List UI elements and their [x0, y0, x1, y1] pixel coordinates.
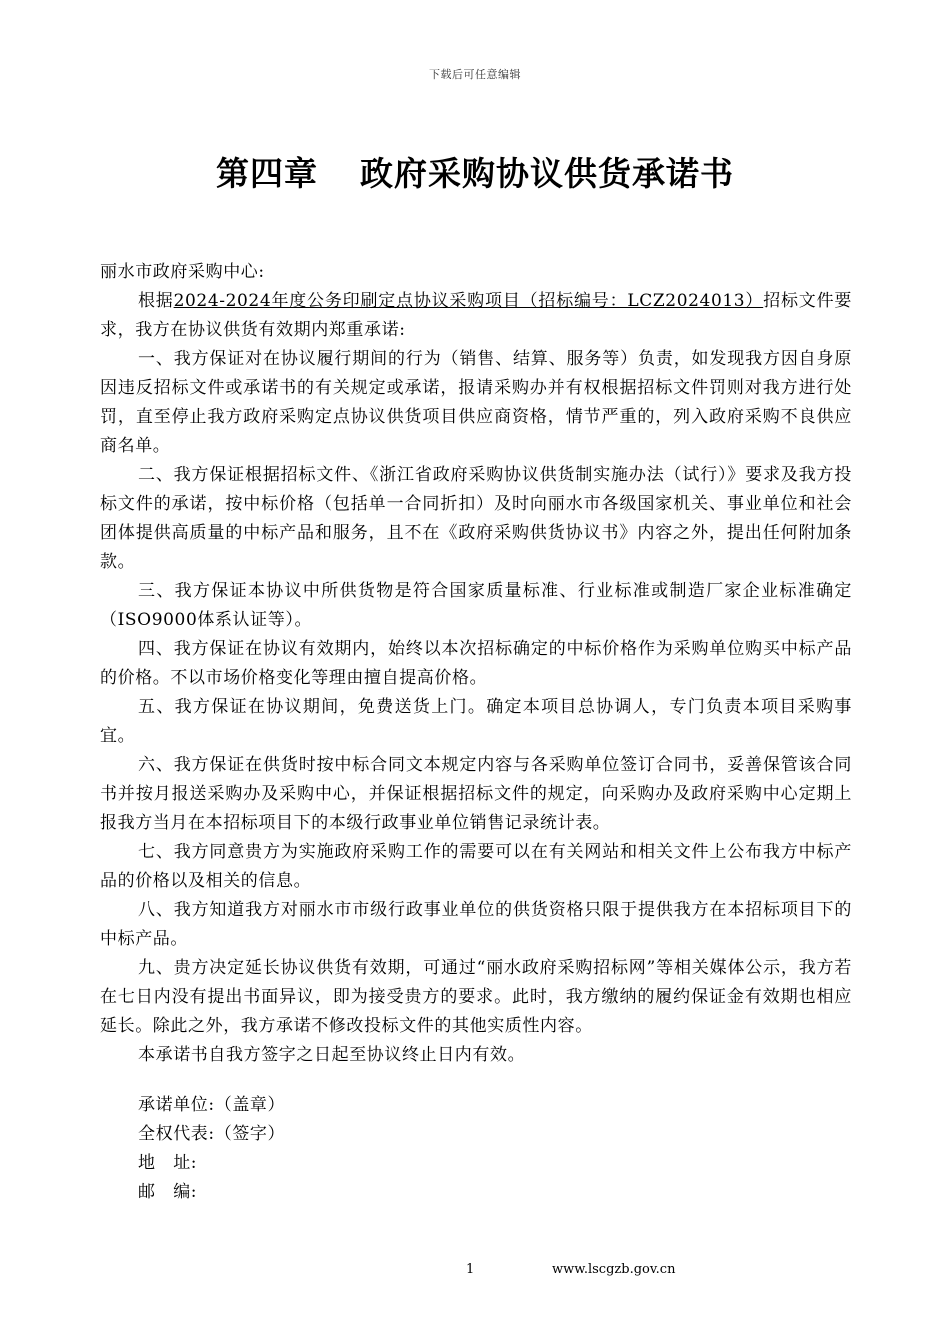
- address-line: 地 址:: [138, 1153, 198, 1173]
- intro-paragraph: [100, 287, 852, 345]
- commitment-item-3: 三、我方保证本协议中所供货物是符合国家质量标准、行业标准或制造厂家企业标准确定（ISO9000体系认证等）。: [100, 581, 852, 630]
- page-title: [0, 148, 950, 195]
- chapter-label: 第四章: [216, 154, 318, 193]
- authorized-representative: 全权代表:（签字）: [138, 1124, 286, 1144]
- project-name: 2024-2024年度公务印刷定点协议采购项目（招标编号：LCZ2024013）: [173, 291, 764, 311]
- commitment-item-9: 九、贵方决定延长协议供货有效期，可通过“丽水政府采购招标网”等相关媒体公示，我方若在七日内没有提出书面异议，即为接受贵方的要求。此时，我方缴纳的履约保证金有效期也相应延长。除此之外，我方承诺不修改投标文件的其他实质性内容。: [100, 958, 852, 1036]
- letter-body: [100, 258, 852, 1070]
- commitment-item-4: 四、我方保证在协议有效期内，始终以本次招标确定的中标价格作为采购单位购买中标产品的价格。不以市场价格变化等理由擅自提高价格。: [100, 639, 852, 688]
- title-name: 政府采购协议供货承诺书: [360, 154, 734, 193]
- commitment-item-2: 二、我方保证根据招标文件、《浙江省政府采购协议供货制实施办法（试行）》要求及我方投标文件的承诺，按中标价格（包括单一合同折扣）及时向丽水市各级国家机关、事业单位和社会团体提供高质量的中标产品和服务，且不在《政府采购供货协议书》内容之外，提出任何附加条款。: [100, 465, 852, 572]
- page-number: 1: [466, 1262, 475, 1277]
- intro-suffix: 招标文件要求，我方在协议供货有效期内郑重承诺:: [100, 291, 853, 340]
- commitment-item-8: 八、我方知道我方对丽水市市级行政事业单位的供货资格只限于提供我方在本招标项目下的中标产品。: [100, 900, 852, 949]
- signing-unit: 承诺单位:（盖章）: [138, 1095, 286, 1115]
- footer-website: www.lscgzb.gov.cn: [552, 1262, 676, 1277]
- addressee: 丽水市政府采购中心:: [100, 262, 265, 282]
- commitment-item-6: 六、我方保证在供货时按中标合同文本规定内容与各采购单位签订合同书，妥善保管该合同书并按月报送采购办及采购中心，并保证根据招标文件的规定，向采购办及政府采购中心定期上报我方当月在本招标项目下的本级行政事业单位销售记录统计表。: [100, 755, 852, 833]
- commitment-item-1: 一、我方保证对在协议履行期间的行为（销售、结算、服务等）负责，如发现我方因自身原因违反招标文件或承诺书的有关规定或承诺，报请采购办并有权根据招标文件罚则对我方进行处罚，直至停止我方政府采购定点协议供货项目供应商资格，情节严重的，列入政府采购不良供应商名单。: [100, 349, 852, 456]
- validity-statement: 本承诺书自我方签字之日起至协议终止日内有效。: [138, 1045, 526, 1065]
- signature-block: [138, 1091, 285, 1207]
- postcode-line: 邮 编:: [138, 1182, 198, 1202]
- intro-prefix: 根据: [138, 291, 174, 311]
- commitment-item-5: 五、我方保证在协议期间，免费送货上门。确定本项目总协调人，专门负责本项目采购事宜。: [100, 697, 852, 746]
- commitment-item-7: 七、我方同意贵方为实施政府采购工作的需要可以在有关网站和相关文件上公布我方中标产品的价格以及相关的信息。: [100, 842, 852, 891]
- header-note: 下载后可任意编辑: [429, 68, 521, 81]
